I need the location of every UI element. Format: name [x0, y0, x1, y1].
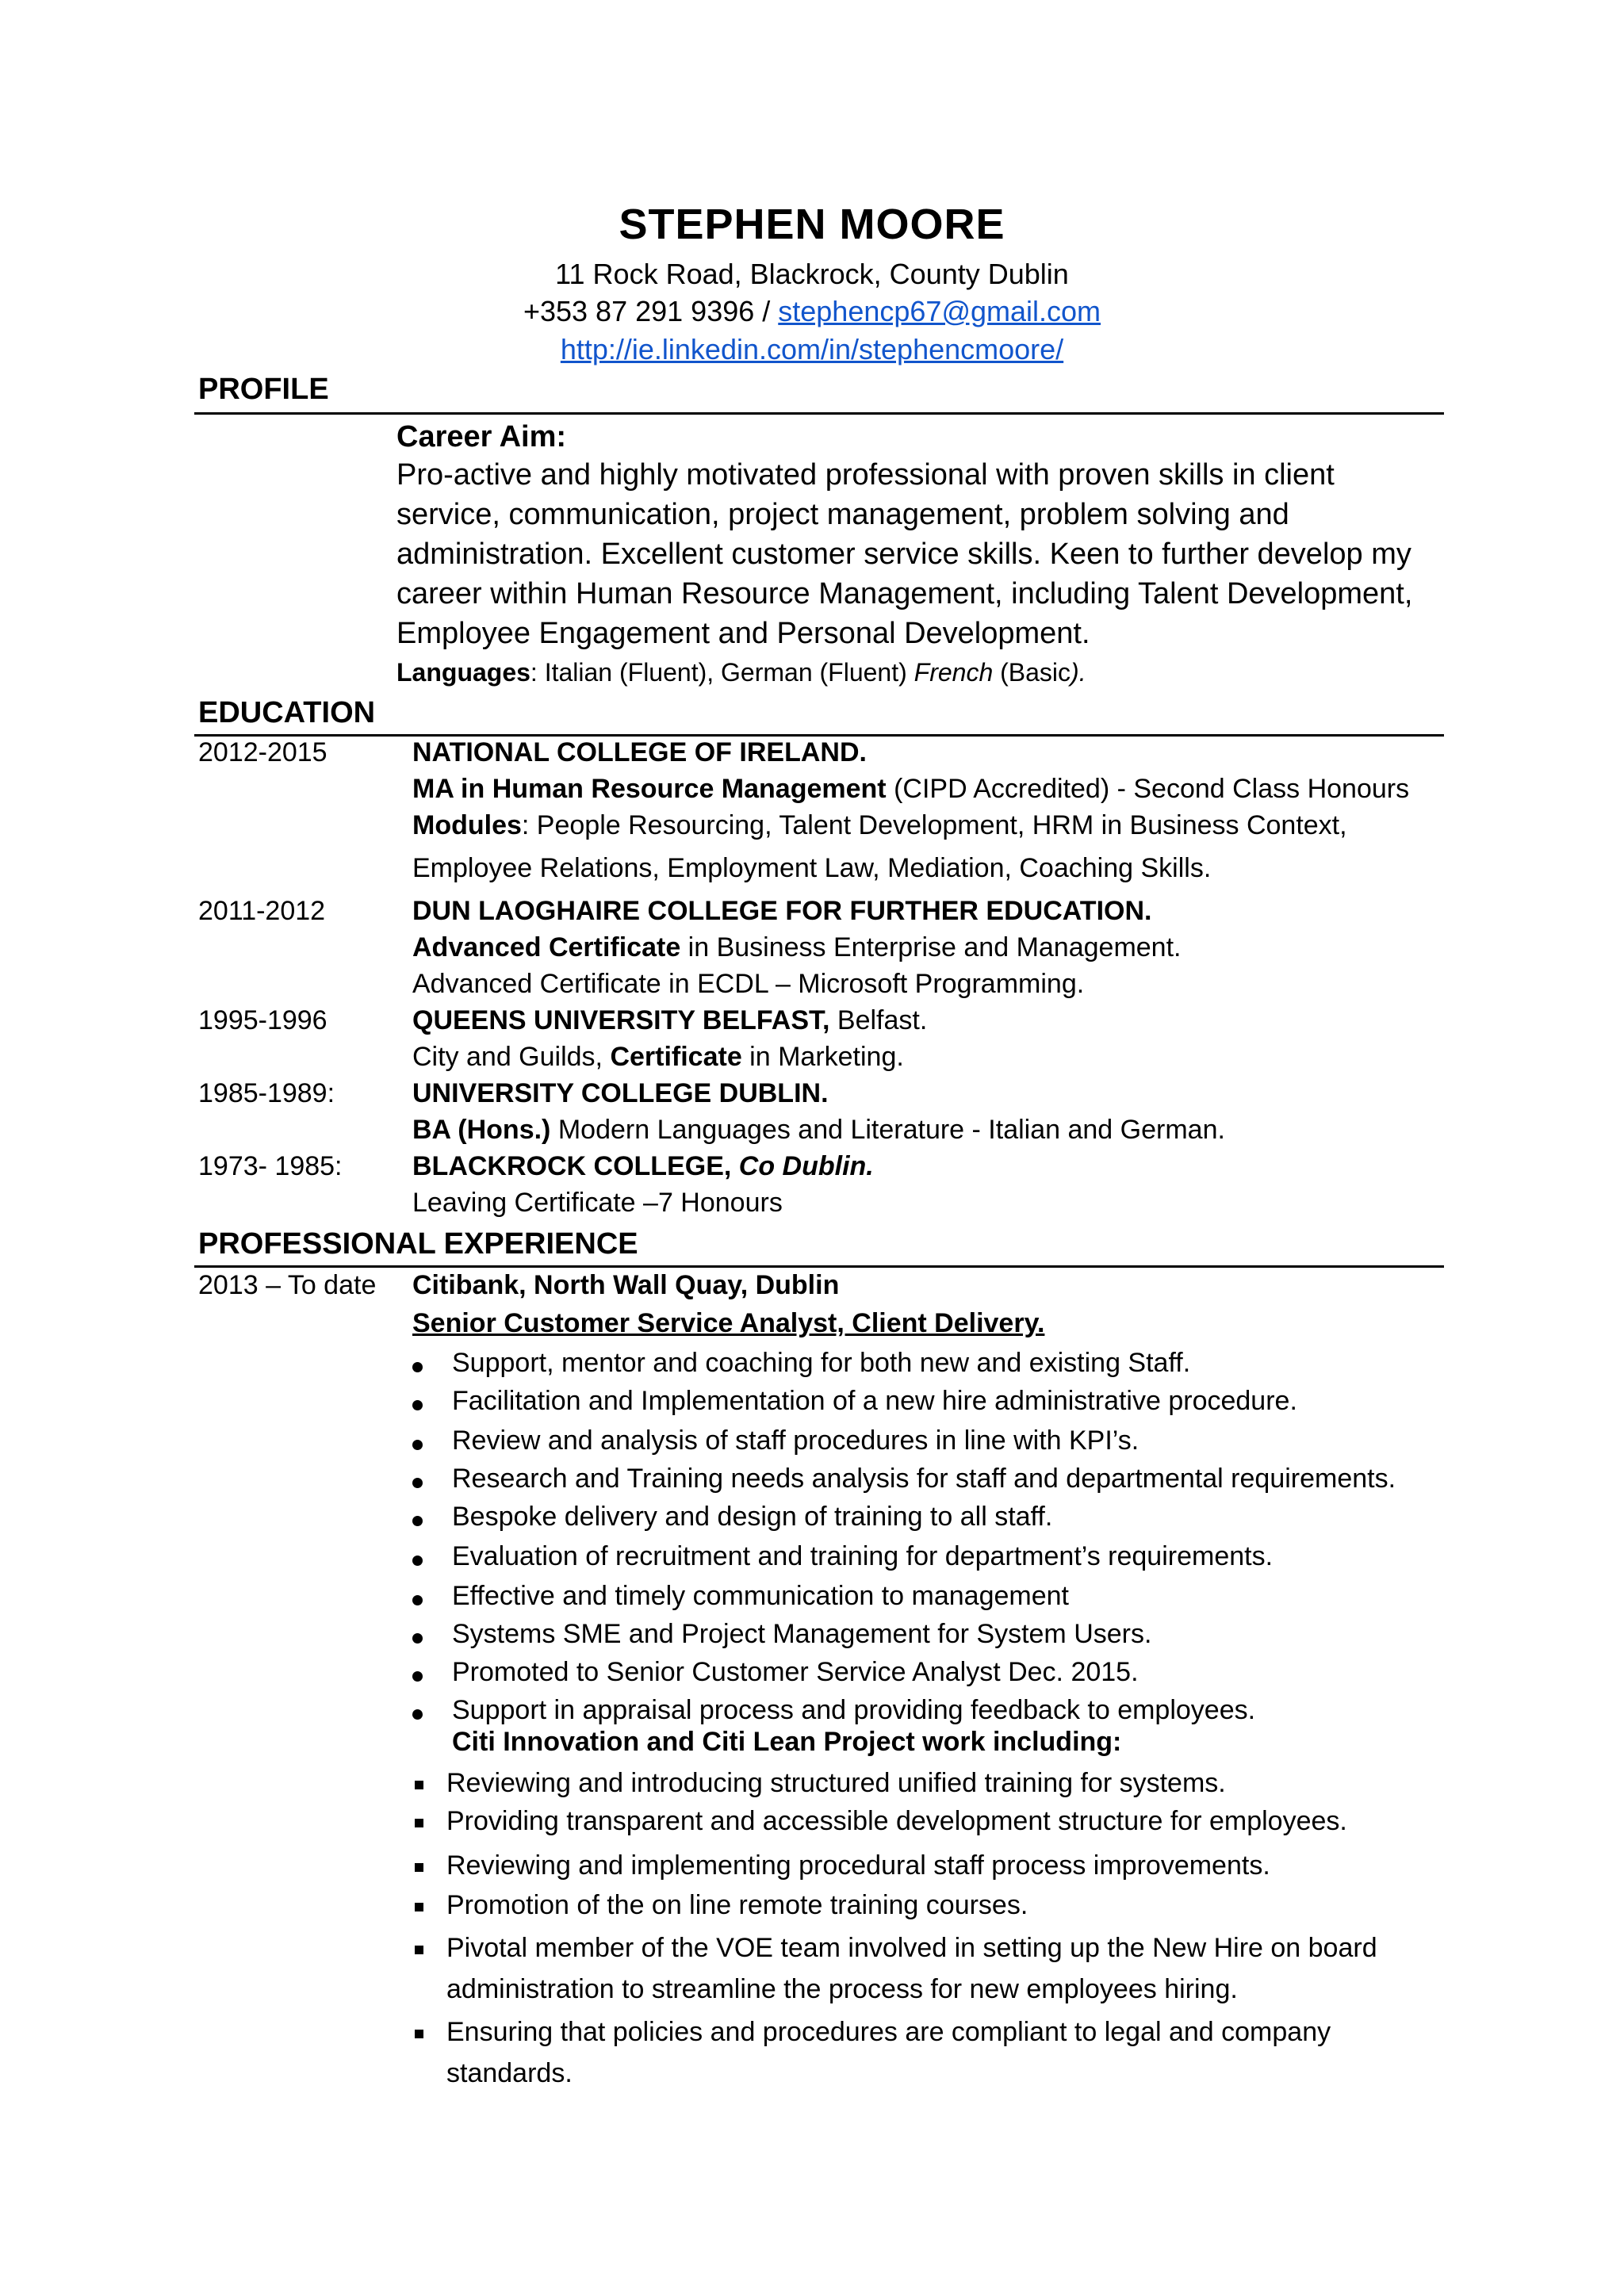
edu-line: Advanced Certificate in ECDL – Microsoft Programming. — [412, 969, 1085, 999]
exp-square-bullet: Ensuring that policies and procedures are compliant to legal and company — [446, 2017, 1331, 2047]
languages-end: (Basic). — [993, 658, 1086, 687]
edu-line: BA (Hons.) Modern Languages and Literature - Italian and German. — [412, 1115, 1225, 1145]
edu-modules: Modules: People Resourcing, Talent Development, HRM in Business Context, — [412, 810, 1347, 840]
languages-french: French — [914, 658, 994, 687]
bullet-dot — [412, 1671, 423, 1682]
edu-years: 2012-2015 — [198, 737, 327, 767]
edu-line: Advanced Certificate in Business Enterprise and Management. — [412, 932, 1182, 962]
edu-institution: UNIVERSITY COLLEGE DUBLIN. — [412, 1078, 829, 1108]
phone: +353 87 291 9396 / — [523, 295, 779, 327]
exp-square-bullet: Reviewing and introducing structured unified training for systems. — [446, 1768, 1226, 1798]
bullet-dot — [412, 1440, 423, 1450]
bullet-dot — [412, 1595, 423, 1605]
profile-line: Pro-active and highly motivated professional with proven skills in client — [396, 458, 1335, 492]
edu-modules-cont: Employee Relations, Employment Law, Mediation, Coaching Skills. — [412, 853, 1212, 883]
edu-years: 1985-1989: — [198, 1078, 335, 1108]
exp-square-bullet: Promotion of the on line remote training courses. — [446, 1890, 1028, 1920]
profile-line: career within Human Resource Management, including Talent Development, — [396, 577, 1413, 610]
phone-email-line — [0, 295, 1624, 328]
exp-square-bullet: Providing transparent and accessible development structure for employees. — [446, 1806, 1347, 1836]
edu-line: Leaving Certificate –7 Honours — [412, 1188, 783, 1218]
exp-bullet: Support in appraisal process and providing feedback to employees. — [452, 1695, 1256, 1725]
profile-line: Employee Engagement and Personal Development. — [396, 617, 1090, 650]
bullet-square — [415, 1903, 423, 1911]
exp-bullet: Research and Training needs analysis for staff and departmental requirements. — [452, 1464, 1396, 1494]
address: 11 Rock Road, Blackrock, County Dublin — [555, 258, 1069, 290]
exp-square-bullet: Reviewing and implementing procedural staff process improvements. — [446, 1850, 1270, 1881]
exp-employer: Citibank, North Wall Quay, Dublin — [412, 1270, 840, 1300]
edu-institution: BLACKROCK COLLEGE, Co Dublin. — [412, 1151, 874, 1181]
exp-bullet: Review and analysis of staff procedures in line with KPI’s. — [452, 1425, 1139, 1456]
resume-name: STEPHEN MOORE — [619, 201, 1005, 248]
exp-bullet: Facilitation and Implementation of a new hire administrative procedure. — [452, 1386, 1297, 1416]
bullet-square — [415, 1946, 423, 1954]
exp-subheading: Citi Innovation and Citi Lean Project work including: — [452, 1727, 1122, 1757]
exp-square-bullet: Pivotal member of the VOE team involved in setting up the New Hire on board — [446, 1933, 1377, 1963]
education-heading: EDUCATION — [198, 696, 376, 729]
profile-heading: PROFILE — [198, 373, 329, 406]
bullet-dot — [412, 1709, 423, 1720]
bullet-dot — [412, 1556, 423, 1566]
exp-bullet: Bespoke delivery and design of training to all staff. — [452, 1502, 1053, 1532]
bullet-dot — [412, 1400, 423, 1410]
edu-line: City and Guilds, Certificate in Marketing. — [412, 1042, 904, 1072]
edu-years: 1995-1996 — [198, 1005, 327, 1035]
bullet-dot — [412, 1633, 423, 1644]
linkedin-line — [0, 333, 1624, 366]
linkedin-link[interactable]: http://ie.linkedin.com/in/stephencmoore/ — [560, 333, 1064, 365]
education-divider — [194, 734, 1444, 737]
profile-line: service, communication, project management, problem solving and — [396, 498, 1289, 531]
exp-bullet: Support, mentor and coaching for both new and existing Staff. — [452, 1348, 1191, 1378]
bullet-dot — [412, 1362, 423, 1372]
languages-text: : Italian (Fluent), German (Fluent) — [530, 658, 914, 687]
edu-years: 1973- 1985: — [198, 1151, 343, 1181]
edu-years: 2011-2012 — [198, 896, 326, 926]
email-link[interactable]: stephencp67@gmail.com — [778, 295, 1101, 327]
languages-line — [396, 658, 1086, 687]
exp-bullet: Promoted to Senior Customer Service Analyst Dec. 2015. — [452, 1657, 1139, 1687]
exp-years: 2013 – To date — [198, 1270, 377, 1300]
edu-degree: MA in Human Resource Management (CIPD Accredited) - Second Class Honours — [412, 774, 1410, 804]
bullet-square — [415, 1781, 423, 1789]
bullet-square — [415, 1863, 423, 1872]
edu-institution: NATIONAL COLLEGE OF IRELAND. — [412, 737, 867, 767]
experience-divider — [194, 1265, 1444, 1268]
exp-role: Senior Customer Service Analyst, Client Delivery. — [412, 1308, 1045, 1338]
profile-line: administration. Excellent customer service skills. Keen to further develop my — [396, 538, 1411, 571]
experience-heading: PROFESSIONAL EXPERIENCE — [198, 1227, 638, 1261]
exp-bullet: Evaluation of recruitment and training for department’s requirements. — [452, 1541, 1274, 1571]
exp-bullet: Systems SME and Project Management for System Users. — [452, 1619, 1152, 1649]
edu-institution: QUEENS UNIVERSITY BELFAST, Belfast. — [412, 1005, 928, 1035]
bullet-square — [415, 2030, 423, 2038]
bullet-dot — [412, 1478, 423, 1488]
bullet-square — [415, 1819, 423, 1827]
career-aim-label: Career Aim: — [396, 420, 567, 453]
profile-divider — [194, 412, 1444, 415]
edu-institution: DUN LAOGHAIRE COLLEGE FOR FURTHER EDUCATION. — [412, 896, 1152, 926]
exp-bullet: Effective and timely communication to management — [452, 1581, 1069, 1611]
exp-square-bullet: administration to streamline the process for new employees hiring. — [446, 1974, 1238, 2004]
bullet-dot — [412, 1516, 423, 1526]
languages-label: Languages — [396, 658, 530, 687]
exp-square-bullet: standards. — [446, 2058, 573, 2088]
